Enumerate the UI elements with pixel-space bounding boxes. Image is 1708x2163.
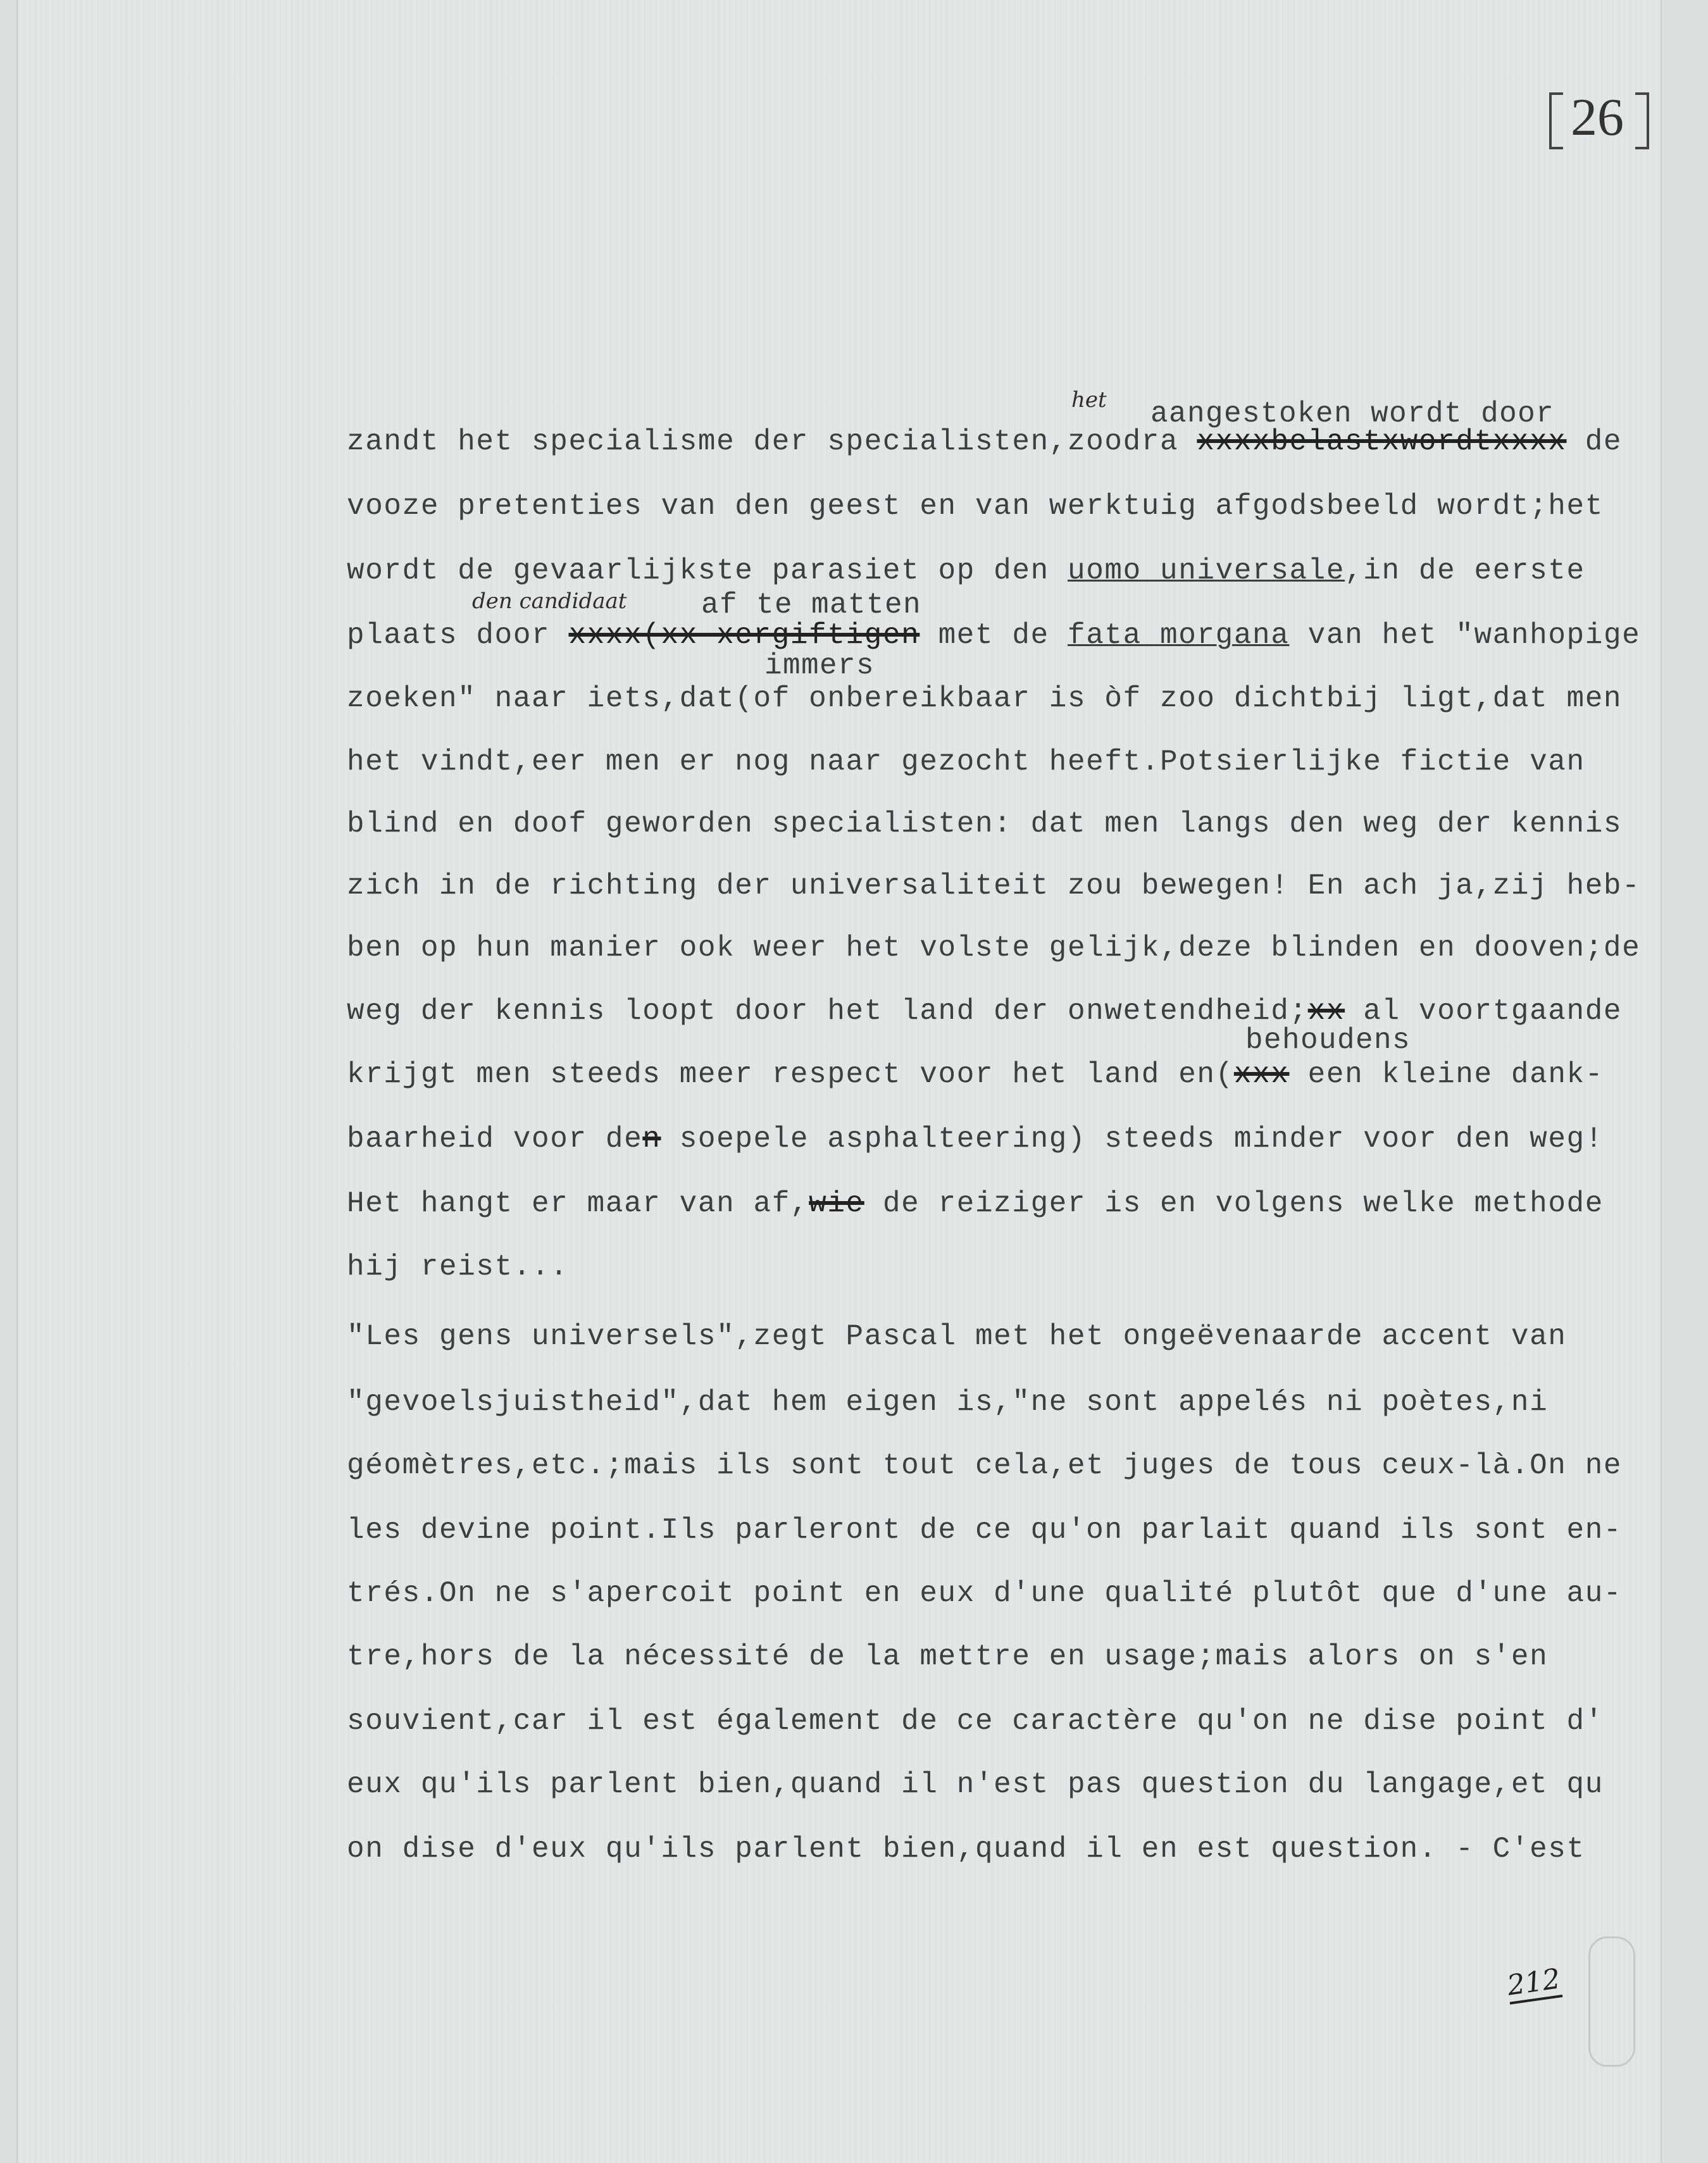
insert-het: het (1071, 387, 1107, 413)
text-line: het vindt,eer men er nog naar gezocht heeft.Potsierlijke fictie van (347, 745, 1585, 778)
underlined-text: uomo universale (1067, 554, 1345, 587)
insert-immers: immers (764, 649, 875, 682)
typewritten-sheet (18, 0, 1661, 2163)
insert-af-te-matten: af te matten (701, 589, 922, 621)
faint-stamp (1588, 1936, 1635, 2067)
text-line: "Les gens universels",zegt Pascal met het ongeëvenaarde accent van (347, 1320, 1567, 1353)
text-line: blind en doof geworden specialisten: dat men langs den weg der kennis (347, 807, 1623, 840)
insert-den-candidaat: den candidaat (472, 589, 627, 614)
underlined-text: fata morgana (1068, 619, 1290, 652)
text-line: weg der kennis loopt door het land der onwetendheid;xx al voortgaande (347, 995, 1623, 1028)
text-line: hij reist... (347, 1250, 569, 1283)
page-number-bracket-right (1635, 92, 1649, 149)
text-line: krijgt men steeds meer respect voor het land en(xxx een kleine dank- (347, 1058, 1604, 1091)
text-line: baarheid voor den soepele asphalteering) steeds minder voor den weg! (347, 1123, 1604, 1156)
text-line: Het hangt er maar van af,wie de reiziger is en volgens welke methode (347, 1187, 1604, 1220)
struck-text: xxxx(xx xergiftigen (568, 619, 920, 652)
insert-behoudens: behoudens (1245, 1024, 1411, 1057)
text-line: souvient,car il est également de ce caractère qu'on ne dise point d' (347, 1705, 1604, 1738)
text-line: les devine point.Ils parleront de ce qu'on parlait quand ils sont en- (347, 1514, 1623, 1547)
text-line: vooze pretenties van den geest en van werktuig afgodsbeeld wordt;het (347, 490, 1604, 523)
text-line: zich in de richting der universaliteit zou bewegen! En ach ja,zij heb- (347, 870, 1641, 902)
insert-aangestoken: aangestoken wordt door (1150, 397, 1555, 430)
text-line: plaats door xxxx(xx xergiftigen met de fata morgana van het "wanhopige (347, 619, 1641, 652)
text-line: on dise d'eux qu'ils parlent bien,quand il en est question. - C'est (347, 1833, 1585, 1866)
struck-text: xxx (1233, 1058, 1290, 1091)
text-line: wordt de gevaarlijkste parasiet op den uomo universale,in de eerste (347, 554, 1585, 587)
text-line: zandt het specialisme der specialisten,zoodra xxxxbelastxwordtxxxx de (347, 425, 1623, 458)
text-line: eux qu'ils parlent bien,quand il n'est pas question du langage,et qu (347, 1768, 1604, 1801)
text-line: ben op hun manier ook weer het volste gelijk,deze blinden en dooven;de (347, 932, 1641, 964)
struck-text: xxxxbelastxwordtxxxx (1197, 425, 1567, 458)
page-number: 26 (1571, 88, 1624, 147)
text-line: tre,hors de la nécessité de la mettre en usage;mais alors on s'en (347, 1640, 1549, 1673)
archive-folio-number: 212 (1505, 1963, 1563, 2004)
struck-text: n (642, 1123, 661, 1156)
struck-text: xx (1307, 995, 1345, 1028)
text-line: trés.On ne s'apercoit point en eux d'une qualité plutôt que d'une au- (347, 1577, 1623, 1610)
text-line: "gevoelsjuistheid",dat hem eigen is,"ne sont appelés ni poètes,ni (347, 1386, 1549, 1419)
text-line: géomètres,etc.;mais ils sont tout cela,et juges de tous ceux-là.On ne (347, 1449, 1623, 1482)
struck-text: wie (809, 1187, 864, 1220)
text-line: zoeken" naar iets,dat(of onbereikbaar is òf zoo dichtbij ligt,dat men (347, 682, 1623, 715)
